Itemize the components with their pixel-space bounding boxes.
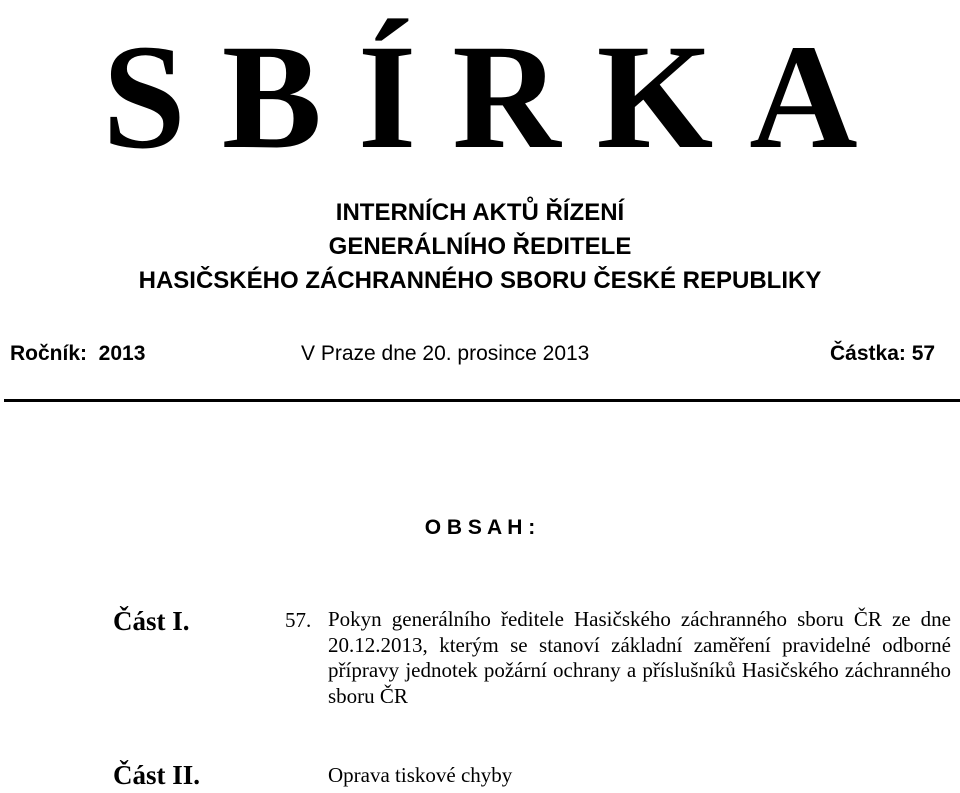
contents-heading: O B S A H : (424, 516, 536, 539)
volume-year: Ročník: 2013 (10, 342, 146, 365)
subtitle-line-1: INTERNÍCH AKTŮ ŘÍZENÍ (335, 199, 625, 226)
part-1-label: Část I. (113, 606, 190, 636)
title-letter: A (749, 14, 858, 180)
subtitle-line-2: GENERÁLNÍHO ŘEDITELE (328, 233, 632, 260)
collection-title (0, 12, 960, 182)
title-letter: R (452, 14, 561, 180)
issue-number: Částka: 57 (830, 342, 936, 365)
header-divider (4, 399, 960, 402)
item-description: Pokyn generálního ředitele Hasičského záchranného sboru ČR ze dne 20.12.2013, kterým se stanoví základní zaměření pravidelné odborné přípravy jednotek požární ochrany a příslušníků Hasičského záchranného sboru ČR (328, 607, 951, 708)
title-letter: Í (357, 14, 417, 180)
title-letter: S (102, 14, 186, 180)
place-and-date: V Praze dne 20. prosince 2013 (301, 342, 590, 365)
title-letter: K (596, 14, 714, 180)
item-number: 57. (285, 608, 312, 632)
correction-note: Oprava tiskové chyby (328, 763, 513, 787)
part-2-label: Část II. (113, 760, 201, 790)
title-letter: B (221, 14, 322, 180)
subtitle-line-3: HASIČSKÉHO ZÁCHRANNÉHO SBORU ČESKÉ REPUBLIKY (138, 267, 822, 294)
